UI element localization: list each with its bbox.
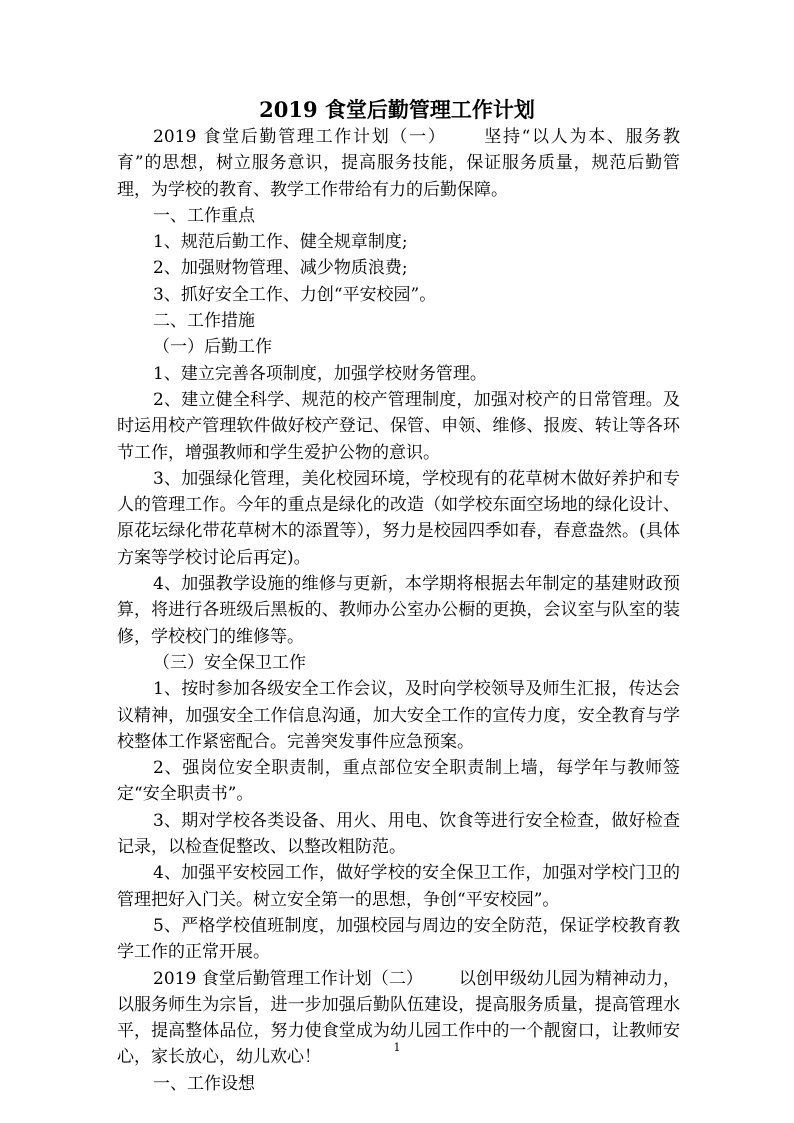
paragraph	[117, 124, 680, 203]
list-item: 1、规范后勤工作、健全规章制度;	[153, 232, 408, 253]
list-item: 3、加强绿化管理，美化校园环境，学校现有的花草树木做好养护和专人的管理工作。今年的重点是绿化的改造（如学校东面空场地的绿化设计、原花坛绿化带花草树木的添置等），努力是校园四季如春，春意盎然。(具体方案等学校讨论后再定)。	[117, 468, 680, 568]
section-heading: 一、工作设想	[153, 1073, 255, 1094]
list-item: 2、加强财物管理、减少物质浪费;	[153, 258, 408, 279]
subsection-heading: （一）后勤工作	[153, 337, 272, 358]
list-item: 3、期对学校各类设备、用火、用电、饮食等进行安全检查，做好检查记录，以检查促整改、以整改粗防范。	[117, 810, 680, 858]
section-heading-inline: 2019 食堂后勤管理工作计划（二）	[153, 968, 423, 989]
document-title: 2019 食堂后勤管理工作计划	[259, 97, 535, 122]
section-heading-inline: 2019 食堂后勤管理工作计划（一）	[153, 127, 447, 147]
list-item: 3、抓好安全工作、力创“平安校园”。	[153, 284, 437, 305]
paragraph-text: 坚持“以人为本、服务教育”的思想，树立服务意识，提高服务技能，保证服务质量，规范后勤管理，为学校的教育、教学工作带给有力的后勤保障。	[117, 127, 680, 200]
list-item: 2、建立健全科学、规范的校产管理制度，加强对校产的日常管理。及时运用校产管理软件做好校产登记、保管、申领、维修、报废、转让等各环节工作，增强教师和学生爱护公物的意识。	[117, 389, 680, 463]
list-item: 4、加强平安校园工作，做好学校的安全保卫工作，加强对学校门卫的管理把好入门关。树立安全第一的思想，争创“平安校园”。	[117, 863, 680, 910]
list-item: 5、严格学校值班制度，加强校园与周边的安全防范，保证学校教育教学工作的正常开展。	[117, 915, 680, 963]
section-heading: 二、工作措施	[153, 311, 255, 332]
list-item: 4、加强教学设施的维修与更新，本学期将根据去年制定的基建财政预算，将进行各班级后黑板的、教师办公室办公橱的更换，会议室与队室的装修，学校校门的维修等。	[117, 574, 680, 647]
section-heading: 一、工作重点	[153, 205, 255, 226]
list-item: 1、按时参加各级安全工作会议，及时向学校领导及师生汇报，传达会议精神，加强安全工作信息沟通，加大安全工作的宣传力度，安全教育与学校整体工作紧密配合。完善突发事件应急预案。	[117, 679, 680, 752]
page-number: 1	[393, 1041, 401, 1054]
document-body	[117, 124, 680, 1097]
paragraph-text: 以创甲级幼儿园为精神动力，以服务师生为宗旨，进一步加强后勤队伍建设，提高服务质量，提高管理水平，提高整体品位，努力使食堂成为幼儿园工作中的一个靓窗口，让教师安心，家长放心，幼儿欢心！	[117, 968, 681, 1068]
list-item: 2、强岗位安全职责制，重点部位安全职责制上墙，每学年与教师签定“安全职责书”。	[117, 758, 680, 805]
subsection-heading: （三）安全保卫工作	[153, 652, 306, 673]
list-item: 1、建立完善各项制度，加强学校财务管理。	[153, 363, 487, 384]
